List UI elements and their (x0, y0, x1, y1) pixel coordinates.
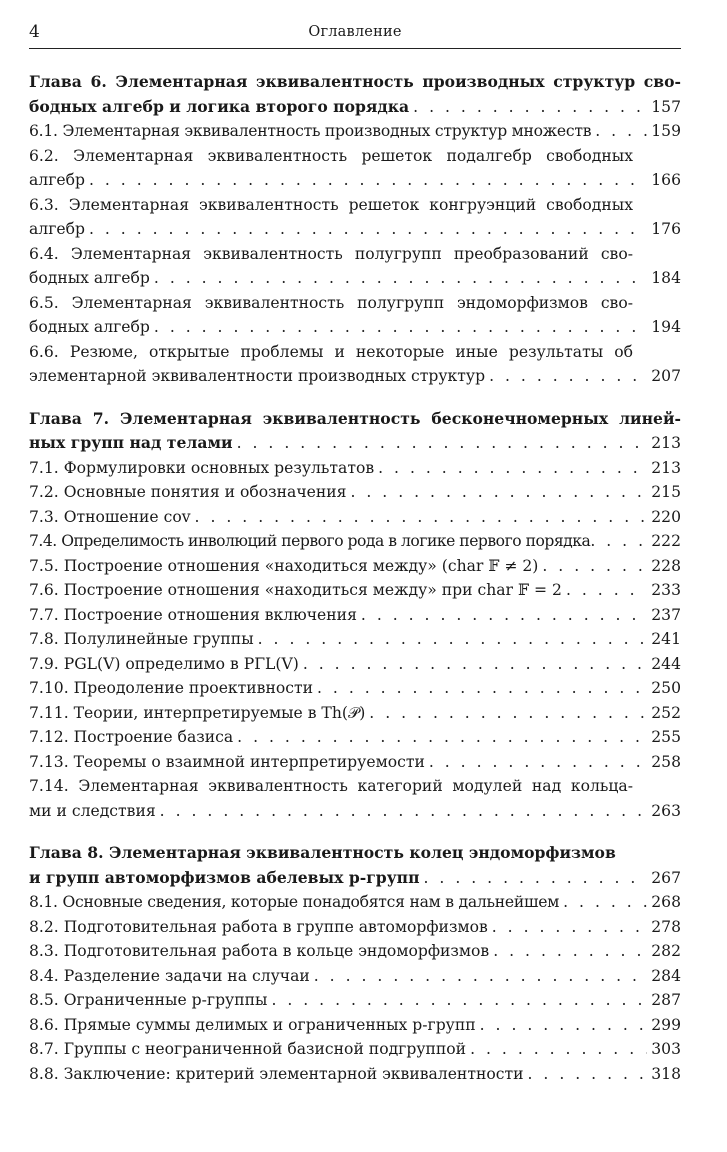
chapter-8 (29, 841, 681, 1086)
entry-title-line: 6.4. Элементарная эквивалентность полугрупп преобразований сво- (29, 244, 633, 263)
entry-title-line: 6.6. Резюме, открытые проблемы и некоторые иные результаты об (29, 342, 633, 361)
dot-leader (470, 1037, 647, 1062)
dot-leader (89, 168, 647, 193)
entry-title: 7.3. Отношение cov (29, 507, 191, 526)
dot-leader (424, 866, 648, 891)
entry-title: 7.13. Теоремы о взаимной интерпретируемости (29, 752, 425, 771)
toc-entry-8-8[interactable] (29, 1062, 681, 1087)
entry-page-number: 252 (651, 703, 681, 722)
entry-title-line: 6.5. Элементарная эквивалентность полугрупп эндоморфизмов сво- (29, 293, 633, 312)
toc-entry-7-3[interactable] (29, 505, 681, 530)
entry-title: 7.4. Определимость инволюций первого рода в логике первого порядка (29, 532, 591, 550)
entry-page-number: 287 (651, 991, 681, 1009)
entry-page-number: 244 (651, 654, 681, 673)
chapter-8-title[interactable] (29, 841, 681, 890)
dot-leader (154, 315, 647, 340)
entry-page-number: 284 (651, 966, 681, 985)
entry-title: 7.10. Преодоление проективности (29, 679, 313, 697)
entry-title: элементарной эквивалентности производных структур (29, 367, 486, 385)
toc-entry-7-8[interactable] (29, 627, 681, 652)
entry-title: 8.7. Группы с неограниченной базисной подгруппой (29, 1040, 467, 1058)
toc-entry-6-2[interactable] (29, 144, 681, 193)
chapter-6 (29, 70, 681, 389)
dot-leader (378, 456, 647, 481)
entry-title: 7.8. Полулинейные группы (29, 630, 254, 648)
entry-page-number: 220 (651, 507, 681, 526)
entry-page-number: 250 (651, 679, 681, 697)
dot-leader (429, 750, 647, 775)
dot-leader (480, 1013, 648, 1038)
entry-page-number: 166 (651, 171, 681, 189)
toc-entry-7-13[interactable] (29, 750, 681, 775)
toc-entry-7-2[interactable] (29, 480, 681, 505)
chapter-title-line: Глава 6. Элементарная эквивалентность производных структур сво- (29, 72, 681, 91)
entry-title: ми и следствия (29, 801, 156, 820)
dot-leader (303, 652, 647, 677)
dot-leader (563, 890, 647, 915)
entry-page-number: 159 (651, 122, 681, 140)
dot-leader (492, 915, 647, 940)
dot-leader (317, 676, 647, 701)
entry-page-number: 318 (651, 1064, 681, 1083)
dot-leader (160, 799, 648, 824)
entry-title-line: 6.2. Элементарная эквивалентность решеток подалгебр свободных (29, 146, 633, 165)
entry-page-number: 237 (651, 605, 681, 624)
dot-leader (314, 964, 647, 989)
dot-leader (271, 988, 647, 1013)
toc-entry-7-1[interactable] (29, 456, 681, 481)
chapter-page-number: 157 (651, 97, 681, 116)
dot-leader (566, 578, 647, 603)
dot-leader (595, 119, 647, 144)
entry-title: 6.1. Элементарная эквивалентность производных структур множеств (29, 122, 592, 140)
entry-title: 7.7. Построение отношения включения (29, 605, 357, 624)
entry-title: бодных алгебр (29, 269, 150, 287)
toc-entry-7-9[interactable] (29, 652, 681, 677)
entry-title-line: 7.14. Элементарная эквивалентность категорий модулей над кольца- (29, 777, 633, 795)
entry-title: 8.1. Основные сведения, которые понадобятся нам в дальнейшем (29, 893, 560, 911)
entry-page-number: 268 (651, 893, 681, 911)
chapter-title-line: Глава 7. Элементарная эквивалентность бесконечномерных линей- (29, 408, 681, 428)
dot-leader (89, 217, 647, 242)
chapter-6-title[interactable] (29, 70, 681, 119)
entry-title: 7.11. Теории, интерпретируемые в Th(𝒫) (29, 703, 366, 722)
entry-title: 7.1. Формулировки основных результатов (29, 458, 375, 477)
running-title: Оглавление (308, 24, 402, 40)
toc-entry-8-5[interactable] (29, 988, 681, 1013)
entry-title: 8.6. Прямые суммы делимых и ограниченных p-групп (29, 1015, 476, 1034)
toc-entry-7-12[interactable] (29, 725, 681, 750)
entry-title: алгебр (29, 220, 85, 238)
chapter-title-line: Глава 8. Элементарная эквивалентность колец эндоморфизмов (29, 843, 616, 862)
toc-entry-8-1[interactable] (29, 890, 681, 915)
toc-entry-7-6[interactable] (29, 578, 681, 603)
dot-leader (493, 939, 647, 964)
dot-leader (542, 554, 647, 579)
entry-page-number: 278 (651, 917, 681, 936)
entry-title: 8.2. Подготовительная работа в группе автоморфизмов (29, 917, 488, 936)
entry-title: 8.4. Разделение задачи на случаи (29, 966, 310, 985)
chapter-page-number: 267 (651, 868, 681, 887)
dot-leader (528, 1062, 648, 1087)
chapter-page-number: 213 (651, 434, 681, 452)
toc-entry-6-4[interactable] (29, 242, 681, 291)
chapter-title-line: и групп автоморфизмов абелевых p-групп (29, 867, 420, 887)
entry-page-number: 222 (651, 532, 681, 550)
dot-leader (369, 701, 647, 726)
toc-entry-7-14[interactable] (29, 774, 681, 823)
toc-entry-8-6[interactable] (29, 1013, 681, 1038)
toc-entry-7-4[interactable] (29, 529, 681, 554)
entry-title: алгебр (29, 171, 85, 189)
toc-entry-6-3[interactable] (29, 193, 681, 242)
entry-page-number: 213 (651, 458, 681, 477)
entry-title: 8.8. Заключение: критерий элементарной эквивалентности (29, 1064, 524, 1083)
entry-title: 7.2. Основные понятия и обозначения (29, 483, 347, 501)
page-header (29, 22, 681, 49)
entry-page-number: 194 (651, 318, 681, 336)
dot-leader (361, 603, 647, 628)
entry-page-number: 176 (651, 220, 681, 238)
toc-entry-7-10[interactable] (29, 676, 681, 701)
toc-entry-8-7[interactable] (29, 1037, 681, 1062)
dot-leader (195, 505, 648, 530)
dot-leader (413, 95, 647, 120)
page-number: 4 (29, 22, 40, 42)
entry-title: бодных алгебр (29, 318, 150, 336)
entry-title: 7.5. Построение отношения «находиться между» (char 𝔽 ≠ 2) (29, 556, 539, 575)
entry-page-number: 241 (651, 630, 681, 648)
dot-leader (258, 627, 648, 652)
toc-entry-7-5[interactable] (29, 554, 681, 579)
entry-page-number: 184 (651, 269, 681, 287)
dot-leader (590, 529, 651, 554)
entry-title: 7.6. Построение отношения «находиться между» при char 𝔽 = 2 (29, 581, 562, 599)
dot-leader (489, 364, 647, 389)
toc-entry-6-5[interactable] (29, 291, 681, 340)
chapter-7-title[interactable] (29, 407, 681, 456)
toc-entry-8-2[interactable] (29, 915, 681, 940)
dot-leader (350, 480, 647, 505)
toc-entry-6-1[interactable] (29, 119, 681, 144)
entry-page-number: 299 (651, 1015, 681, 1034)
entry-title: 7.9. PGL(V) определимо в PΓL(V) (29, 654, 299, 673)
chapter-7 (29, 407, 681, 824)
entry-title: 8.3. Подготовительная работа в кольце эндоморфизмов (29, 942, 490, 960)
chapter-title-line: бодных алгебр и логика второго порядка (29, 96, 410, 116)
entry-title: 7.12. Построение базиса (29, 728, 234, 746)
dot-leader (154, 266, 647, 291)
entry-page-number: 282 (651, 942, 681, 960)
entry-page-number: 255 (651, 728, 681, 746)
entry-page-number: 207 (651, 367, 681, 385)
entry-page-number: 215 (651, 483, 681, 501)
entry-page-number: 233 (651, 581, 681, 599)
table-of-contents (29, 70, 681, 1104)
entry-page-number: 263 (651, 801, 681, 820)
entry-title: 8.5. Ограниченные p-группы (29, 991, 268, 1009)
entry-page-number: 228 (651, 556, 681, 575)
dot-leader (237, 725, 647, 750)
chapter-title-line: ных групп над телами (29, 433, 233, 452)
dot-leader (237, 431, 648, 456)
entry-page-number: 258 (651, 752, 681, 771)
toc-entry-7-7[interactable] (29, 603, 681, 628)
toc-entry-6-6[interactable] (29, 340, 681, 389)
toc-entry-8-4[interactable] (29, 964, 681, 989)
toc-entry-7-11[interactable] (29, 701, 681, 726)
entry-page-number: 303 (651, 1040, 681, 1058)
toc-entry-8-3[interactable] (29, 939, 681, 964)
entry-title-line: 6.3. Элементарная эквивалентность решеток конгруэнций свободных (29, 195, 633, 214)
